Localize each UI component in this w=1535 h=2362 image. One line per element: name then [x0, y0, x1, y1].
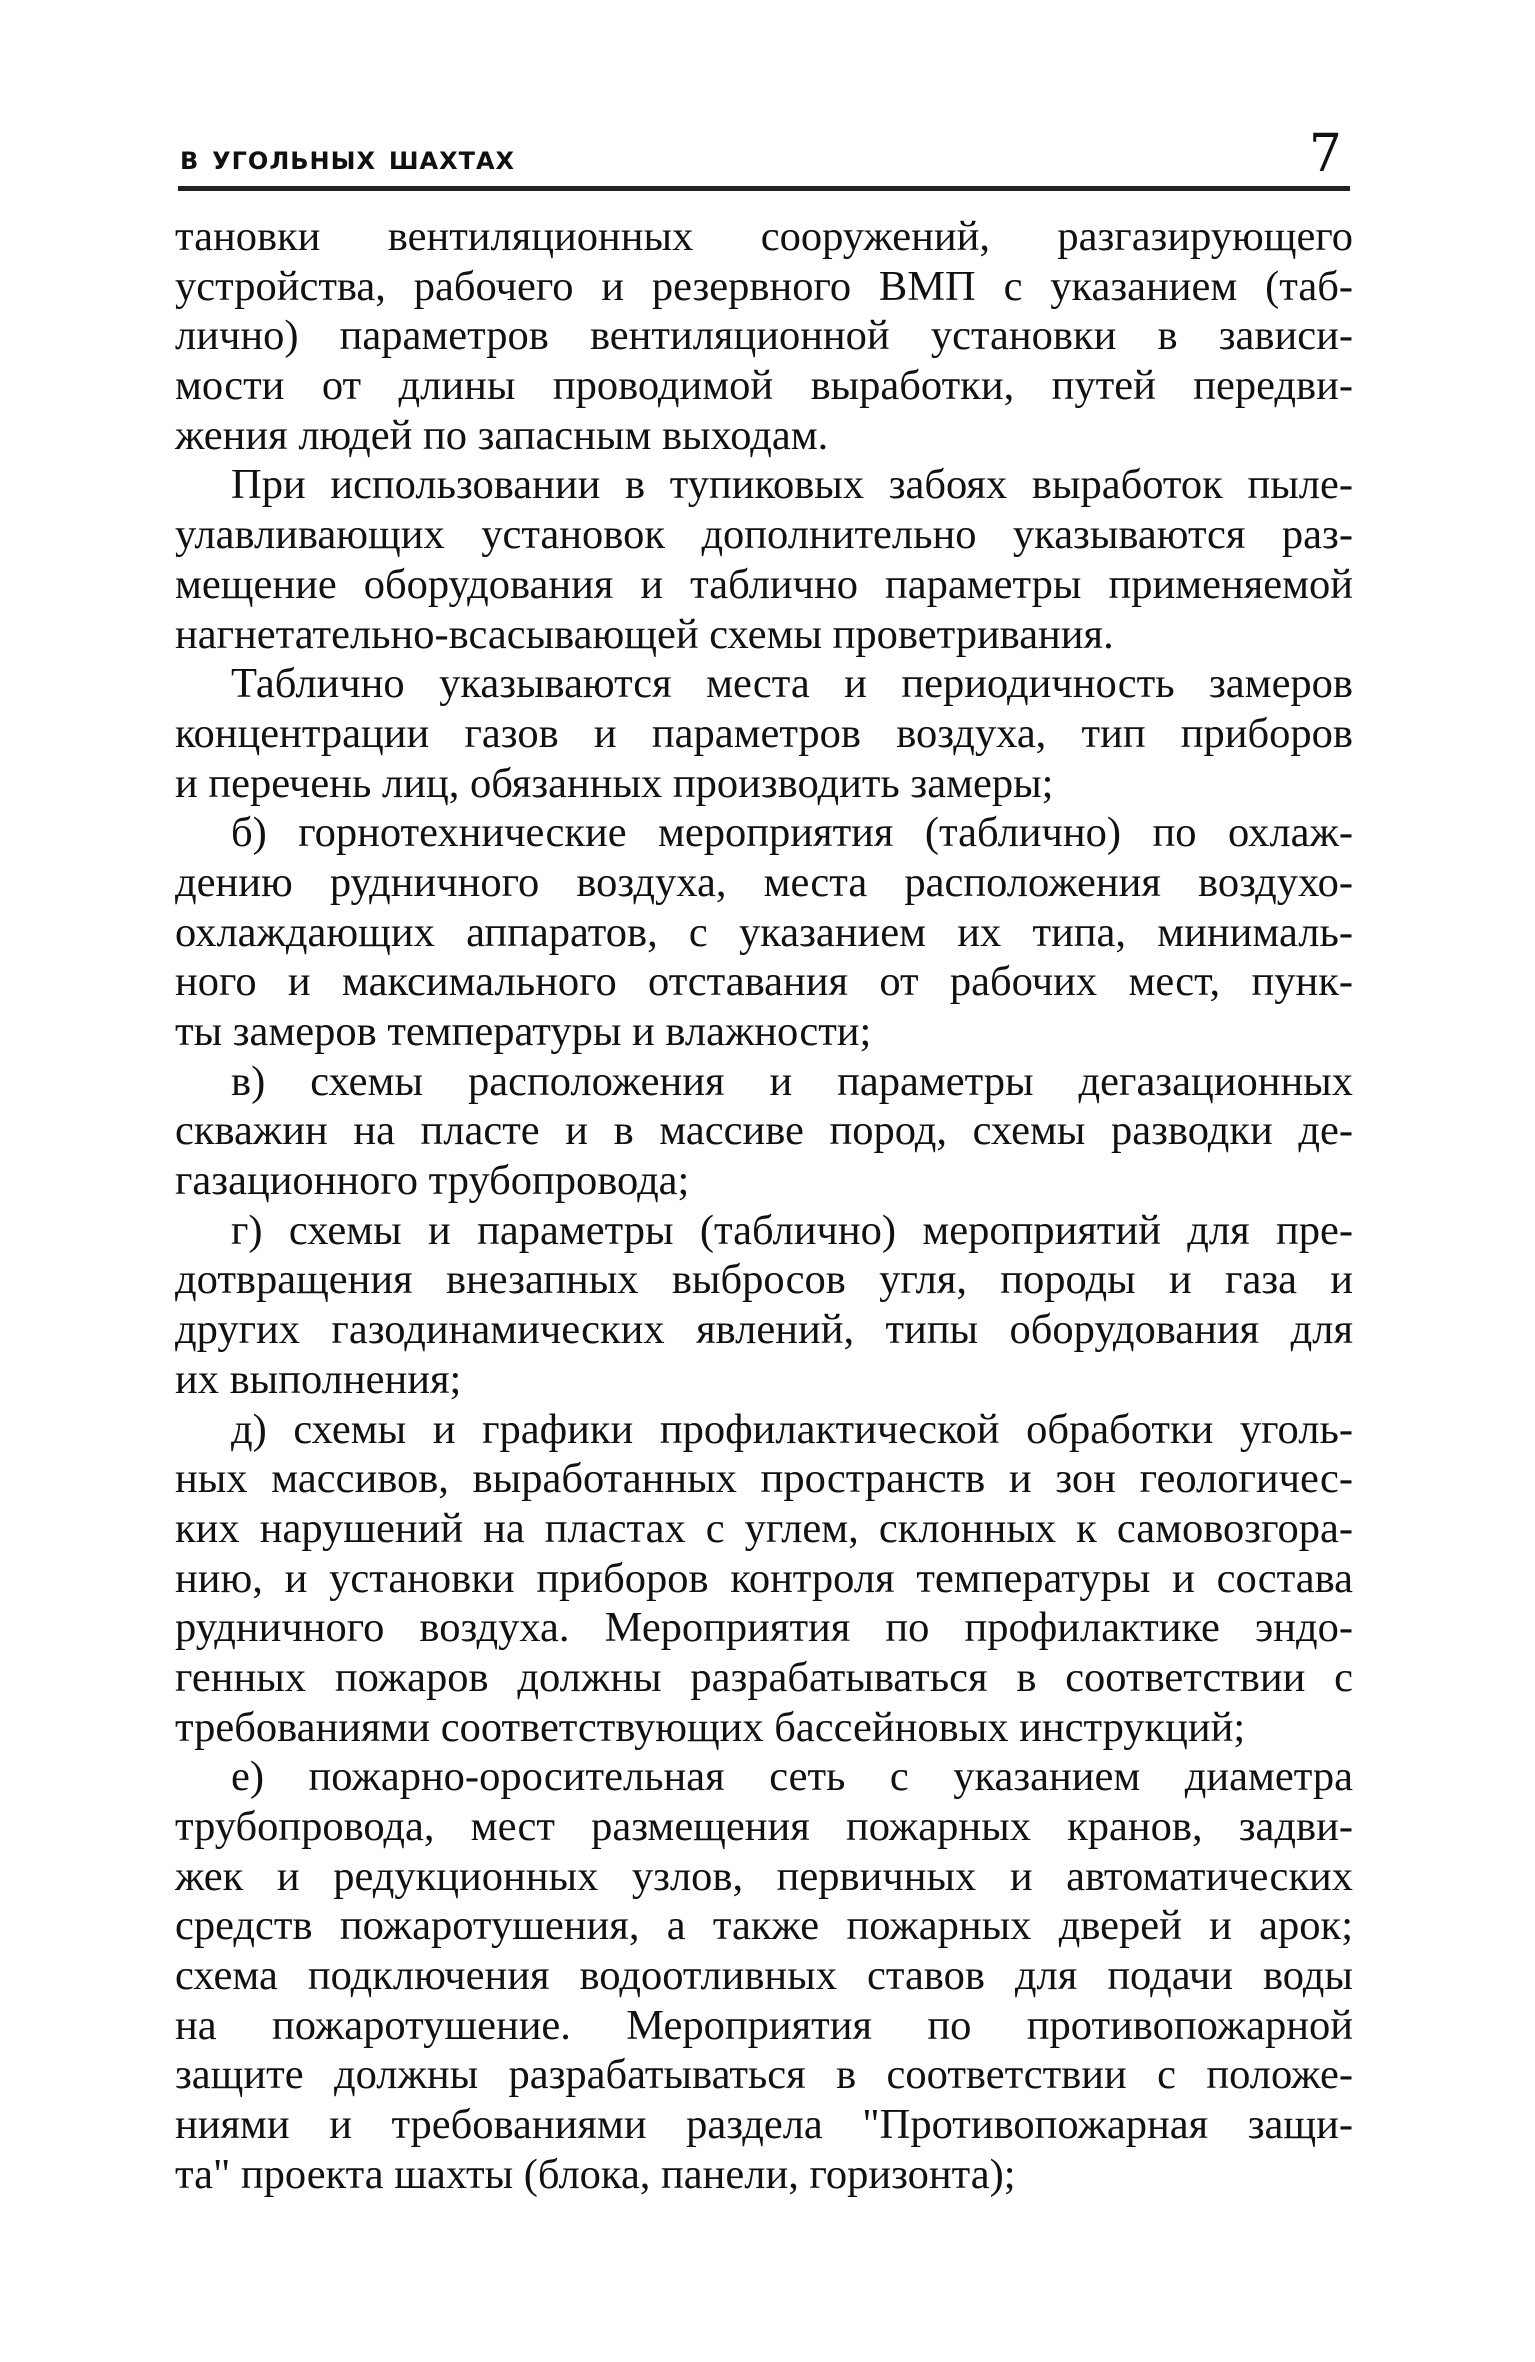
text-line: е) пожарно-оросительная сеть с указанием диаметра: [231, 1753, 1353, 1801]
text-line: улавливающих установок дополнительно указываются раз-: [175, 511, 1353, 559]
text-line: дотвращения внезапных выбросов угля, породы и газа и: [175, 1256, 1353, 1304]
text-line: ниями и требованиями раздела "Противопожарная защи-: [175, 2101, 1353, 2149]
text-line: трубопровода, мест размещения пожарных кранов, задви-: [175, 1803, 1353, 1850]
text-line: дению рудничного воздуха, места расположения воздухо-: [175, 858, 1353, 906]
text-line: ных массивов, выработанных пространств и зон геологичес-: [175, 1455, 1353, 1503]
text-line: та" проекта шахты (блока, панели, горизонта);: [175, 2150, 1016, 2198]
body-text: [175, 212, 1353, 2200]
text-line: и перечень лиц, обязанных производить замеры;: [175, 759, 1054, 807]
text-line: мости от длины проводимой выработки, путей передви-: [175, 362, 1353, 410]
text-line: При использовании в тупиковых забоях выработок пыле-: [231, 461, 1353, 509]
text-line: б) горнотехнические мероприятия (таблично) по охлаж-: [231, 809, 1353, 857]
text-line: нагнетательно-всасывающей схемы проветривания.: [175, 610, 1114, 658]
text-line: скважин на пласте и в массиве пород, схемы разводки де-: [175, 1107, 1353, 1155]
text-line: устройства, рабочего и резервного ВМП с указанием (таб-: [175, 262, 1353, 310]
text-line: жек и редукционных узлов, первичных и автоматических: [175, 1852, 1353, 1900]
running-title: в угольных шахтах: [180, 138, 516, 178]
text-line: схема подключения водоотливных ставов для подачи воды: [175, 1952, 1353, 2000]
text-line: концентрации газов и параметров воздуха, тип приборов: [175, 709, 1353, 757]
text-line: д) схемы и графики профилактической обработки уголь-: [231, 1405, 1353, 1453]
text-line: мещение оборудования и таблично параметры применяемой: [175, 560, 1353, 608]
text-line: лично) параметров вентиляционной установки в зависи-: [175, 312, 1353, 360]
running-header: [178, 124, 1348, 186]
text-line: средств пожаротушения, а также пожарных дверей и арок;: [175, 1902, 1353, 1950]
text-line: Таблично указываются места и периодичность замеров: [231, 660, 1353, 708]
text-line: защите должны разрабатываться в соответствии с положе-: [175, 2051, 1353, 2099]
text-line: жения людей по запасным выходам.: [175, 411, 829, 459]
page-number: 7: [1308, 124, 1342, 184]
text-line: ких нарушений на пластах с углем, склонных к самовозгора-: [175, 1504, 1353, 1552]
text-line: генных пожаров должны разрабатываться в соответствии с: [175, 1653, 1353, 1701]
text-line: требованиями соответствующих бассейновых инструкций;: [175, 1703, 1246, 1751]
header-rule: [178, 186, 1350, 191]
text-line: газационного трубопровода;: [175, 1157, 690, 1205]
text-line: на пожаротушение. Мероприятия по противопожарной: [175, 2001, 1353, 2049]
text-line: ты замеров температуры и влажности;: [175, 1008, 872, 1055]
text-line: г) схемы и параметры (таблично) мероприятий для пре-: [231, 1206, 1353, 1254]
text-line: тановки вентиляционных сооружений, разгазирующего: [175, 213, 1353, 260]
text-line: их выполнения;: [175, 1355, 462, 1403]
text-line: ного и максимального отставания от рабочих мест, пунк-: [175, 958, 1353, 1006]
text-line: охлаждающих аппаратов, с указанием их типа, минималь-: [175, 908, 1353, 956]
text-line: нию, и установки приборов контроля температуры и состава: [175, 1554, 1353, 1602]
text-line: других газодинамических явлений, типы оборудования для: [175, 1306, 1353, 1354]
text-line: в) схемы расположения и параметры дегазационных: [231, 1057, 1353, 1105]
text-line: рудничного воздуха. Мероприятия по профилактике эндо-: [175, 1604, 1353, 1652]
